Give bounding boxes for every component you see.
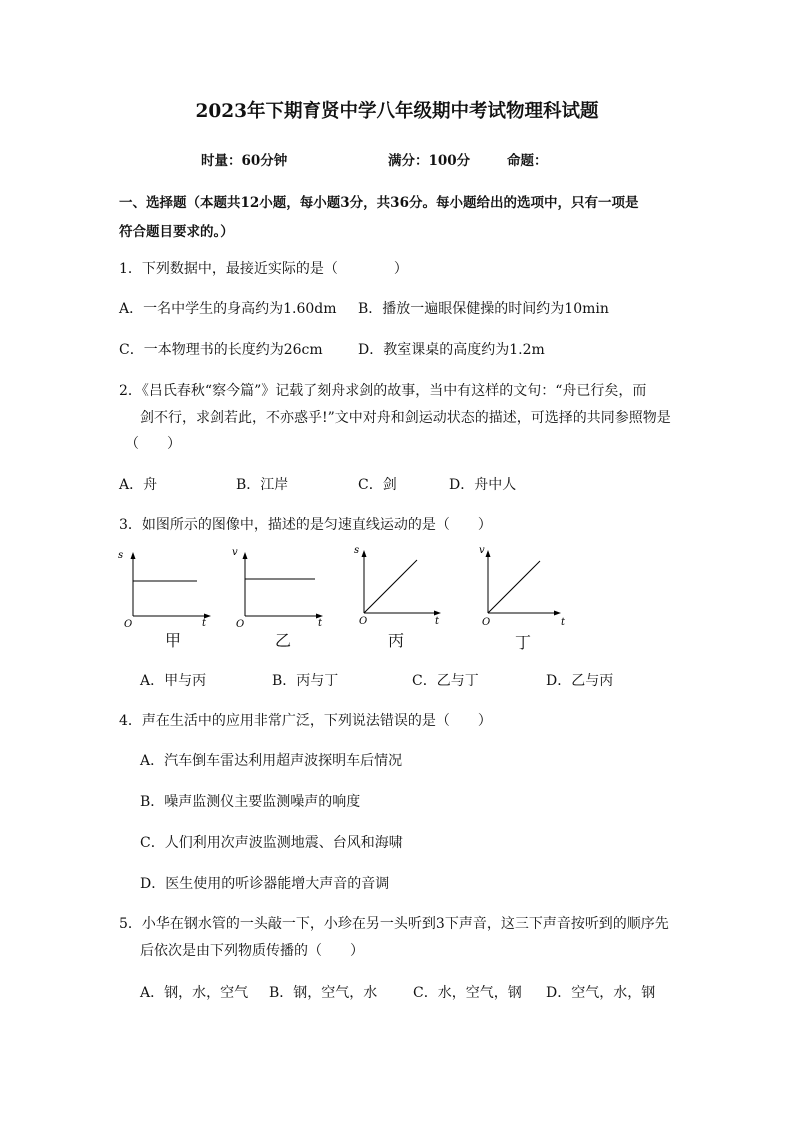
q2-option-d: D．舟中人 [449, 477, 517, 493]
graph-jia-caption: 甲 [165, 631, 182, 650]
q5-stem-line2: 后依次是由下列物质传播的（ ） [140, 943, 364, 959]
q3-stem: 3．如图所示的图像中，描述的是匀速直线运动的是（ ） [119, 517, 492, 533]
section-heading-line1: 一、选择题（本题共12小题，每小题3分，共36分。每小题给出的选项中，只有一项是 [119, 195, 639, 211]
q3-option-a: A．甲与丙 [140, 673, 207, 689]
graph-bing-x-label: t [435, 616, 440, 626]
q4-option-b: B．噪声监测仪主要监测噪声的响度 [140, 794, 361, 810]
graph-ding-origin: O [482, 617, 491, 626]
q5-stem-line1: 5．小华在钢水管的一头敲一下，小珍在另一头听到3下声音，这三下声音按听到的顺序先 [119, 916, 669, 932]
q1-option-c: C．一本物理书的长度约为26cm [119, 342, 323, 358]
q1-option-b: B．播放一遍眼保健操的时间约为10min [358, 301, 609, 317]
exam-author: 命题： [507, 153, 548, 169]
graph-jia-origin: O [124, 619, 133, 628]
graph-yi-origin: O [236, 619, 245, 628]
graph-yi-y-label: v [232, 547, 238, 558]
q4-option-d: D．医生使用的听诊器能增大声音的音调 [140, 876, 390, 892]
q1-option-d: D．教室课桌的高度约为1.2m [358, 342, 545, 358]
q5-option-b: B．钢，空气，水 [269, 985, 378, 1001]
q3-option-c: C．乙与丁 [412, 673, 479, 689]
q2-stem-line3: （ ） [125, 436, 181, 452]
q4-option-c: C．人们利用次声波监测地震、台风和海啸 [140, 835, 403, 851]
graph-bing-caption: 丙 [388, 631, 405, 650]
q5-option-a: A．钢，水，空气 [140, 985, 249, 1001]
q5-option-d: D．空气，水，钢 [546, 985, 656, 1001]
graph-yi-caption: 乙 [275, 631, 292, 650]
graph-bing-y-label: s [354, 545, 360, 556]
q5-option-c: C．水，空气，钢 [413, 985, 522, 1001]
graph-ding-x-label: t [561, 617, 566, 626]
graph-bing [349, 541, 449, 626]
q2-option-a: A．舟 [119, 477, 158, 493]
graph-jia-y-label: s [118, 550, 124, 561]
q1-option-a: A．一名中学生的身高约为1.60dm [119, 301, 337, 317]
graph-yi-x-label: t [318, 618, 323, 628]
q2-option-c: C．剑 [358, 477, 397, 493]
section-heading-line2: 符合题目要求的。） [119, 224, 234, 240]
graph-ding [473, 541, 573, 626]
q2-stem-line2: 剑不行，求剑若此，不亦惑乎!”文中对舟和剑运动状态的描述，可选择的共同参照物是 [140, 410, 671, 426]
graph-bing-origin: O [359, 616, 368, 626]
graph-yi [227, 543, 327, 628]
graph-jia-x-label: t [202, 618, 207, 628]
q2-option-b: B．江岸 [236, 477, 289, 493]
exam-title: 2023年下期育贤中学八年级期中考试物理科试题 [195, 101, 599, 122]
graph-ding-caption: 丁 [515, 633, 532, 652]
graph-ding-y-label: v [479, 545, 485, 556]
q2-stem-line1: 2．《吕氏春秋“察今篇”》记载了刻舟求剑的故事，当中有这样的文句：“舟已行矣，而 [119, 383, 647, 399]
q1-stem: 1．下列数据中，最接近实际的是（ ） [119, 261, 408, 277]
exam-score: 满分：100分 [388, 153, 471, 169]
exam-time: 时量：60分钟 [201, 153, 288, 169]
q3-option-d: D．乙与丙 [546, 673, 614, 689]
q4-stem: 4．声在生活中的应用非常广泛，下列说法错误的是（ ） [119, 713, 492, 729]
q3-option-b: B．丙与丁 [272, 673, 339, 689]
graph-jia [115, 543, 215, 628]
q4-option-a: A．汽车倒车雷达利用超声波探明车后情况 [140, 753, 403, 769]
